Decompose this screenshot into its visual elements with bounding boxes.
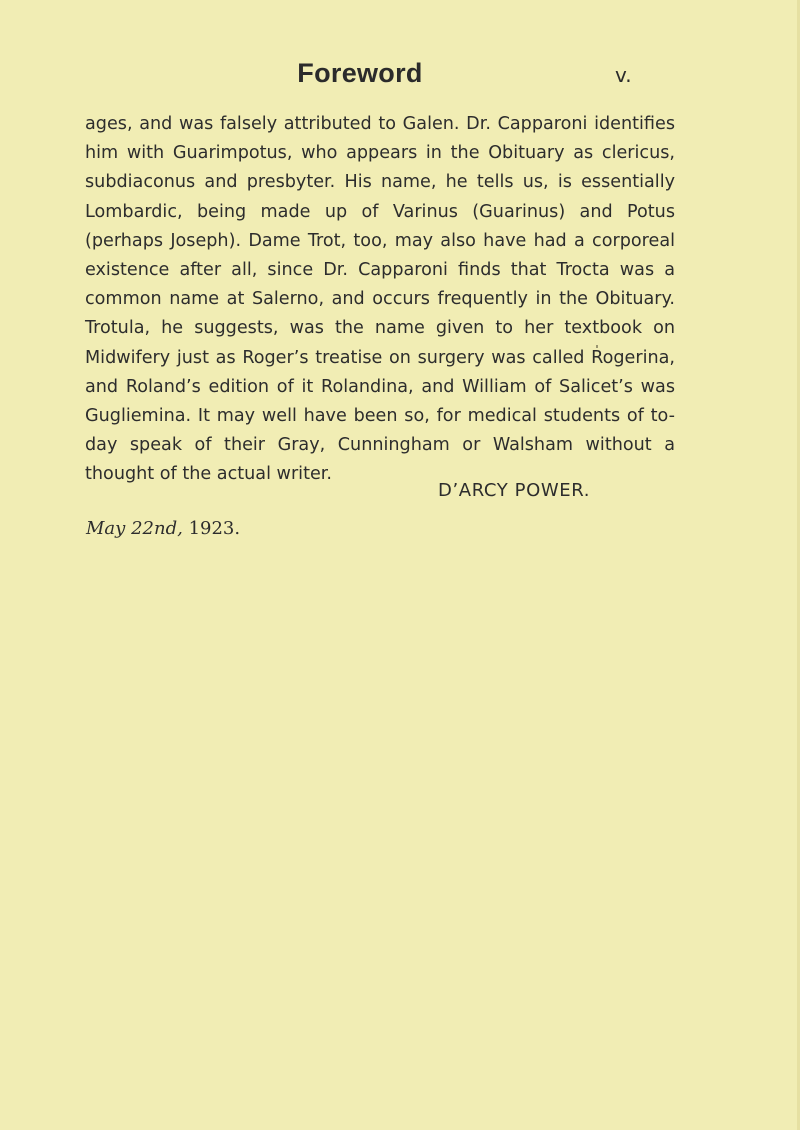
page-number: v.	[615, 63, 632, 87]
dateline	[86, 518, 240, 539]
running-title: Foreword	[297, 58, 423, 88]
date-day: 22nd,	[131, 518, 183, 539]
body-paragraph: ages, and was falsely attributed to Galen. Dr. Capparoni identifies him with Guarimpotus, who appears in the Obituary as clericus, subdiaconus and presbyter. His name, he tells us, is essentially Lombardic, being made up of Varinus (Guarinus) and Potus (perhaps Joseph). Dame Trot, too, may also have had a corporeal existence after all, since Dr. Capparoni finds that Trocta was a common name at Salerno, and occurs frequently in the Obituary. Trotula, he suggests, was the name given to her textbook on Midwifery just as Roger’s treatise on surgery was called Rogerina, and Roland’s edition of it Rolandina, and William of Salicet’s was Gugliemina. It may well have been so, for medical students of to-day speak of their Gray, Cunningham or Walsham without a thought of the actual writer.	[85, 114, 675, 485]
author-signature: D’ARCY POWER.	[438, 480, 591, 501]
date-year: 1923.	[188, 518, 241, 539]
paper-speck	[596, 345, 598, 348]
date-month: May	[86, 518, 126, 539]
page-header	[0, 58, 800, 98]
